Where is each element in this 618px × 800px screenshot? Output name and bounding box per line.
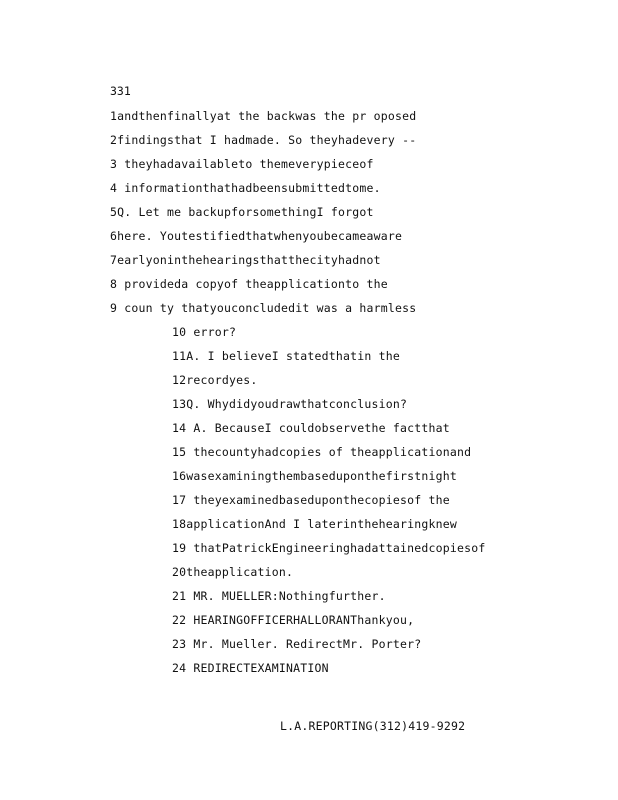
transcript-line-15: 15 thecountyhadcopies of theapplicationand (172, 445, 472, 459)
transcript-line-10: 10 error? (172, 325, 237, 339)
transcript-line-5: 5Q. Let me backupforsomethingI forgot (110, 205, 374, 219)
transcript-line-12: 12recordyes. (172, 373, 258, 387)
transcript-line-21: 21 MR. MUELLER:Nothingfurther. (172, 589, 386, 603)
page-number: 331 (110, 84, 131, 98)
transcript-line-6: 6here. Youtestifiedthatwhenyoubecameaware (110, 229, 403, 243)
transcript-line-16: 16wasexaminingthembaseduponthefirstnight (172, 469, 457, 483)
transcript-line-8: 8 provideda copyof theapplicationto the (110, 277, 388, 291)
transcript-line-24: 24 REDIRECTEXAMINATION (172, 661, 329, 675)
transcript-line-11: 11A. I believeI statedthatin the (172, 349, 400, 363)
transcript-line-18: 18applicationAnd I laterinthehearingknew (172, 517, 457, 531)
reporting-footer: L.A.REPORTING(312)419-9292 (280, 719, 466, 733)
transcript-line-13: 13Q. Whydidyoudrawthatconclusion? (172, 397, 408, 411)
transcript-line-17: 17 theyexaminedbaseduponthecopiesof the (172, 493, 450, 507)
transcript-line-7: 7earlyoninthehearingsthatthecityhadnot (110, 253, 381, 267)
transcript-line-14: 14 A. BecauseI couldobservethe factthat (172, 421, 450, 435)
transcript-line-20: 20theapplication. (172, 565, 294, 579)
transcript-line-19: 19 thatPatrickEngineeringhadattainedcopiesof (172, 541, 486, 555)
transcript-line-23: 23 Mr. Mueller. RedirectMr. Porter? (172, 637, 422, 651)
transcript-line-9: 9 coun ty thatyouconcludedit was a harmless (110, 301, 417, 315)
transcript-line-3: 3 theyhadavailableto themeverypieceof (110, 157, 374, 171)
transcript-line-4: 4 informationthathadbeensubmittedtome. (110, 181, 381, 195)
transcript-line-1: 1andthenfinallyat the backwas the pr oposed (110, 109, 417, 123)
transcript-line-22: 22 HEARINGOFFICERHALLORANThankyou, (172, 613, 415, 627)
transcript-line-2: 2findingsthat I hadmade. So theyhadevery -- (110, 133, 417, 147)
